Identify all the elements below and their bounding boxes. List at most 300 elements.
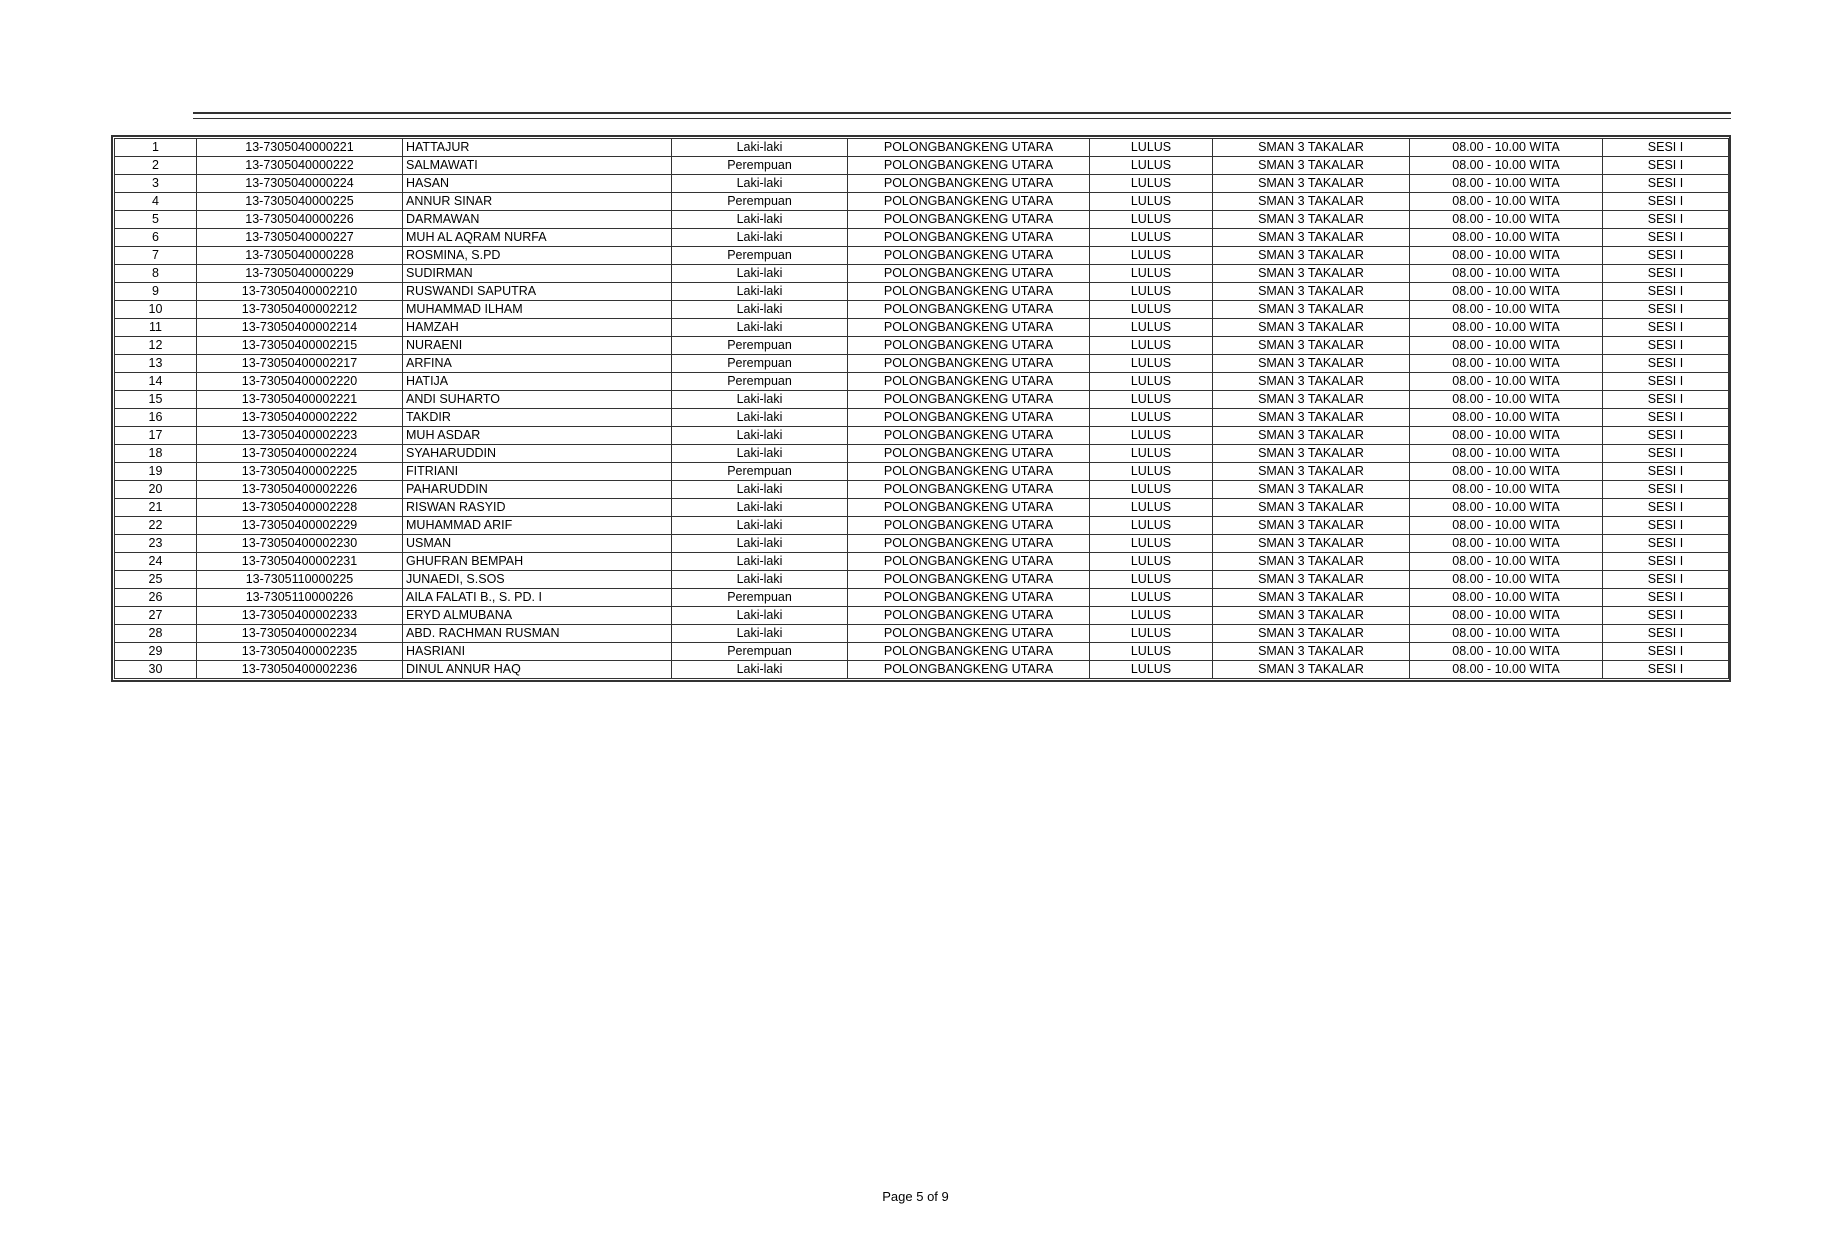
- participant-id-cell: 13-73050400002236: [197, 661, 403, 679]
- status-cell: LULUS: [1090, 391, 1213, 409]
- district-cell: POLONGBANGKENG UTARA: [848, 175, 1090, 193]
- participant-id-cell: 13-73050400002230: [197, 535, 403, 553]
- participant-name-cell: USMAN: [403, 535, 672, 553]
- time-cell: 08.00 - 10.00 WITA: [1410, 589, 1603, 607]
- participant-name-cell: AILA FALATI B., S. PD. I: [403, 589, 672, 607]
- time-cell: 08.00 - 10.00 WITA: [1410, 499, 1603, 517]
- time-cell: 08.00 - 10.00 WITA: [1410, 283, 1603, 301]
- session-cell: SESI I: [1603, 409, 1729, 427]
- gender-cell: Laki-laki: [672, 229, 848, 247]
- district-cell: POLONGBANGKENG UTARA: [848, 463, 1090, 481]
- participant-name-cell: ANDI SUHARTO: [403, 391, 672, 409]
- district-cell: POLONGBANGKENG UTARA: [848, 373, 1090, 391]
- table-row: [115, 247, 1729, 265]
- status-cell: LULUS: [1090, 625, 1213, 643]
- session-cell: SESI I: [1603, 499, 1729, 517]
- school-cell: SMAN 3 TAKALAR: [1213, 463, 1410, 481]
- table-row: [115, 265, 1729, 283]
- time-cell: 08.00 - 10.00 WITA: [1410, 427, 1603, 445]
- participant-name-cell: GHUFRAN BEMPAH: [403, 553, 672, 571]
- session-cell: SESI I: [1603, 535, 1729, 553]
- gender-cell: Perempuan: [672, 373, 848, 391]
- status-cell: LULUS: [1090, 445, 1213, 463]
- participant-name-cell: ABD. RACHMAN RUSMAN: [403, 625, 672, 643]
- gender-cell: Laki-laki: [672, 661, 848, 679]
- status-cell: LULUS: [1090, 409, 1213, 427]
- time-cell: 08.00 - 10.00 WITA: [1410, 409, 1603, 427]
- session-cell: SESI I: [1603, 625, 1729, 643]
- table-row: [115, 553, 1729, 571]
- status-cell: LULUS: [1090, 481, 1213, 499]
- row-number-cell: 24: [115, 553, 197, 571]
- participant-id-cell: 13-73050400002231: [197, 553, 403, 571]
- participant-name-cell: SUDIRMAN: [403, 265, 672, 283]
- district-cell: POLONGBANGKENG UTARA: [848, 427, 1090, 445]
- table-row: [115, 391, 1729, 409]
- participant-id-cell: 13-7305040000221: [197, 139, 403, 157]
- district-cell: POLONGBANGKENG UTARA: [848, 517, 1090, 535]
- table-row: [115, 535, 1729, 553]
- status-cell: LULUS: [1090, 301, 1213, 319]
- time-cell: 08.00 - 10.00 WITA: [1410, 301, 1603, 319]
- participant-name-cell: HATTAJUR: [403, 139, 672, 157]
- school-cell: SMAN 3 TAKALAR: [1213, 193, 1410, 211]
- status-cell: LULUS: [1090, 319, 1213, 337]
- participant-id-cell: 13-73050400002217: [197, 355, 403, 373]
- row-number-cell: 8: [115, 265, 197, 283]
- district-cell: POLONGBANGKENG UTARA: [848, 661, 1090, 679]
- gender-cell: Perempuan: [672, 157, 848, 175]
- school-cell: SMAN 3 TAKALAR: [1213, 229, 1410, 247]
- row-number-cell: 2: [115, 157, 197, 175]
- gender-cell: Perempuan: [672, 193, 848, 211]
- time-cell: 08.00 - 10.00 WITA: [1410, 553, 1603, 571]
- session-cell: SESI I: [1603, 607, 1729, 625]
- time-cell: 08.00 - 10.00 WITA: [1410, 139, 1603, 157]
- session-cell: SESI I: [1603, 571, 1729, 589]
- row-number-cell: 16: [115, 409, 197, 427]
- time-cell: 08.00 - 10.00 WITA: [1410, 193, 1603, 211]
- status-cell: LULUS: [1090, 139, 1213, 157]
- gender-cell: Laki-laki: [672, 517, 848, 535]
- school-cell: SMAN 3 TAKALAR: [1213, 265, 1410, 283]
- district-cell: POLONGBANGKENG UTARA: [848, 157, 1090, 175]
- participant-id-cell: 13-73050400002215: [197, 337, 403, 355]
- time-cell: 08.00 - 10.00 WITA: [1410, 535, 1603, 553]
- gender-cell: Laki-laki: [672, 445, 848, 463]
- time-cell: 08.00 - 10.00 WITA: [1410, 463, 1603, 481]
- status-cell: LULUS: [1090, 571, 1213, 589]
- status-cell: LULUS: [1090, 643, 1213, 661]
- participant-name-cell: MUHAMMAD ARIF: [403, 517, 672, 535]
- participant-id-cell: 13-7305040000224: [197, 175, 403, 193]
- row-number-cell: 14: [115, 373, 197, 391]
- row-number-cell: 17: [115, 427, 197, 445]
- district-cell: POLONGBANGKENG UTARA: [848, 643, 1090, 661]
- participant-name-cell: ARFINA: [403, 355, 672, 373]
- participant-id-cell: 13-7305040000228: [197, 247, 403, 265]
- school-cell: SMAN 3 TAKALAR: [1213, 319, 1410, 337]
- table-row: [115, 283, 1729, 301]
- school-cell: SMAN 3 TAKALAR: [1213, 157, 1410, 175]
- district-cell: POLONGBANGKENG UTARA: [848, 391, 1090, 409]
- district-cell: POLONGBANGKENG UTARA: [848, 337, 1090, 355]
- participant-id-cell: 13-7305110000225: [197, 571, 403, 589]
- school-cell: SMAN 3 TAKALAR: [1213, 445, 1410, 463]
- participant-name-cell: HATIJA: [403, 373, 672, 391]
- participant-name-cell: TAKDIR: [403, 409, 672, 427]
- participant-table: [114, 138, 1729, 679]
- table-row: [115, 229, 1729, 247]
- participant-id-cell: 13-73050400002235: [197, 643, 403, 661]
- gender-cell: Laki-laki: [672, 175, 848, 193]
- district-cell: POLONGBANGKENG UTARA: [848, 211, 1090, 229]
- school-cell: SMAN 3 TAKALAR: [1213, 355, 1410, 373]
- time-cell: 08.00 - 10.00 WITA: [1410, 607, 1603, 625]
- time-cell: 08.00 - 10.00 WITA: [1410, 517, 1603, 535]
- status-cell: LULUS: [1090, 589, 1213, 607]
- session-cell: SESI I: [1603, 265, 1729, 283]
- district-cell: POLONGBANGKENG UTARA: [848, 589, 1090, 607]
- gender-cell: Perempuan: [672, 643, 848, 661]
- session-cell: SESI I: [1603, 481, 1729, 499]
- participant-id-cell: 13-73050400002224: [197, 445, 403, 463]
- school-cell: SMAN 3 TAKALAR: [1213, 607, 1410, 625]
- session-cell: SESI I: [1603, 643, 1729, 661]
- school-cell: SMAN 3 TAKALAR: [1213, 211, 1410, 229]
- session-cell: SESI I: [1603, 589, 1729, 607]
- time-cell: 08.00 - 10.00 WITA: [1410, 319, 1603, 337]
- gender-cell: Laki-laki: [672, 571, 848, 589]
- row-number-cell: 22: [115, 517, 197, 535]
- district-cell: POLONGBANGKENG UTARA: [848, 445, 1090, 463]
- time-cell: 08.00 - 10.00 WITA: [1410, 265, 1603, 283]
- participant-id-cell: 13-7305040000229: [197, 265, 403, 283]
- status-cell: LULUS: [1090, 283, 1213, 301]
- session-cell: SESI I: [1603, 427, 1729, 445]
- row-number-cell: 28: [115, 625, 197, 643]
- school-cell: SMAN 3 TAKALAR: [1213, 283, 1410, 301]
- row-number-cell: 9: [115, 283, 197, 301]
- time-cell: 08.00 - 10.00 WITA: [1410, 229, 1603, 247]
- session-cell: SESI I: [1603, 391, 1729, 409]
- status-cell: LULUS: [1090, 517, 1213, 535]
- school-cell: SMAN 3 TAKALAR: [1213, 625, 1410, 643]
- district-cell: POLONGBANGKENG UTARA: [848, 301, 1090, 319]
- district-cell: POLONGBANGKENG UTARA: [848, 571, 1090, 589]
- district-cell: POLONGBANGKENG UTARA: [848, 139, 1090, 157]
- table-row: [115, 211, 1729, 229]
- time-cell: 08.00 - 10.00 WITA: [1410, 211, 1603, 229]
- session-cell: SESI I: [1603, 373, 1729, 391]
- time-cell: 08.00 - 10.00 WITA: [1410, 445, 1603, 463]
- session-cell: SESI I: [1603, 157, 1729, 175]
- participant-id-cell: 13-73050400002221: [197, 391, 403, 409]
- session-cell: SESI I: [1603, 445, 1729, 463]
- status-cell: LULUS: [1090, 193, 1213, 211]
- school-cell: SMAN 3 TAKALAR: [1213, 499, 1410, 517]
- time-cell: 08.00 - 10.00 WITA: [1410, 337, 1603, 355]
- session-cell: SESI I: [1603, 463, 1729, 481]
- school-cell: SMAN 3 TAKALAR: [1213, 175, 1410, 193]
- table-row: [115, 571, 1729, 589]
- participant-name-cell: MUH ASDAR: [403, 427, 672, 445]
- district-cell: POLONGBANGKENG UTARA: [848, 535, 1090, 553]
- table-row: [115, 193, 1729, 211]
- district-cell: POLONGBANGKENG UTARA: [848, 409, 1090, 427]
- session-cell: SESI I: [1603, 283, 1729, 301]
- row-number-cell: 23: [115, 535, 197, 553]
- time-cell: 08.00 - 10.00 WITA: [1410, 571, 1603, 589]
- school-cell: SMAN 3 TAKALAR: [1213, 481, 1410, 499]
- row-number-cell: 19: [115, 463, 197, 481]
- time-cell: 08.00 - 10.00 WITA: [1410, 661, 1603, 679]
- participant-id-cell: 13-7305040000222: [197, 157, 403, 175]
- district-cell: POLONGBANGKENG UTARA: [848, 193, 1090, 211]
- district-cell: POLONGBANGKENG UTARA: [848, 607, 1090, 625]
- participant-id-cell: 13-73050400002225: [197, 463, 403, 481]
- participant-name-cell: SALMAWATI: [403, 157, 672, 175]
- status-cell: LULUS: [1090, 157, 1213, 175]
- table-row: [115, 445, 1729, 463]
- district-cell: POLONGBANGKENG UTARA: [848, 355, 1090, 373]
- table-row: [115, 517, 1729, 535]
- gender-cell: Laki-laki: [672, 265, 848, 283]
- school-cell: SMAN 3 TAKALAR: [1213, 661, 1410, 679]
- time-cell: 08.00 - 10.00 WITA: [1410, 643, 1603, 661]
- row-number-cell: 20: [115, 481, 197, 499]
- time-cell: 08.00 - 10.00 WITA: [1410, 247, 1603, 265]
- participant-name-cell: SYAHARUDDIN: [403, 445, 672, 463]
- table-row: [115, 301, 1729, 319]
- participant-name-cell: RUSWANDI SAPUTRA: [403, 283, 672, 301]
- time-cell: 08.00 - 10.00 WITA: [1410, 355, 1603, 373]
- row-number-cell: 11: [115, 319, 197, 337]
- table-row: [115, 355, 1729, 373]
- school-cell: SMAN 3 TAKALAR: [1213, 139, 1410, 157]
- session-cell: SESI I: [1603, 301, 1729, 319]
- table-row: [115, 175, 1729, 193]
- participant-id-cell: 13-73050400002233: [197, 607, 403, 625]
- row-number-cell: 26: [115, 589, 197, 607]
- row-number-cell: 3: [115, 175, 197, 193]
- table-row: [115, 481, 1729, 499]
- participant-id-cell: 13-73050400002229: [197, 517, 403, 535]
- session-cell: SESI I: [1603, 193, 1729, 211]
- gender-cell: Laki-laki: [672, 139, 848, 157]
- row-number-cell: 25: [115, 571, 197, 589]
- row-number-cell: 29: [115, 643, 197, 661]
- participant-id-cell: 13-7305040000227: [197, 229, 403, 247]
- gender-cell: Perempuan: [672, 337, 848, 355]
- school-cell: SMAN 3 TAKALAR: [1213, 553, 1410, 571]
- participant-name-cell: PAHARUDDIN: [403, 481, 672, 499]
- row-number-cell: 21: [115, 499, 197, 517]
- school-cell: SMAN 3 TAKALAR: [1213, 247, 1410, 265]
- time-cell: 08.00 - 10.00 WITA: [1410, 373, 1603, 391]
- session-cell: SESI I: [1603, 355, 1729, 373]
- status-cell: LULUS: [1090, 337, 1213, 355]
- school-cell: SMAN 3 TAKALAR: [1213, 571, 1410, 589]
- table-row: [115, 643, 1729, 661]
- status-cell: LULUS: [1090, 499, 1213, 517]
- district-cell: POLONGBANGKENG UTARA: [848, 283, 1090, 301]
- participant-name-cell: ROSMINA, S.PD: [403, 247, 672, 265]
- district-cell: POLONGBANGKENG UTARA: [848, 481, 1090, 499]
- participant-id-cell: 13-73050400002234: [197, 625, 403, 643]
- page-number: Page 5 of 9: [882, 1189, 949, 1204]
- status-cell: LULUS: [1090, 355, 1213, 373]
- row-number-cell: 5: [115, 211, 197, 229]
- school-cell: SMAN 3 TAKALAR: [1213, 643, 1410, 661]
- participant-id-cell: 13-73050400002228: [197, 499, 403, 517]
- district-cell: POLONGBANGKENG UTARA: [848, 319, 1090, 337]
- table-row: [115, 661, 1729, 679]
- district-cell: POLONGBANGKENG UTARA: [848, 499, 1090, 517]
- participant-name-cell: RISWAN RASYID: [403, 499, 672, 517]
- participant-id-cell: 13-7305040000225: [197, 193, 403, 211]
- school-cell: SMAN 3 TAKALAR: [1213, 391, 1410, 409]
- session-cell: SESI I: [1603, 517, 1729, 535]
- gender-cell: Laki-laki: [672, 409, 848, 427]
- participant-name-cell: NURAENI: [403, 337, 672, 355]
- row-number-cell: 30: [115, 661, 197, 679]
- participant-name-cell: ANNUR SINAR: [403, 193, 672, 211]
- participant-id-cell: 13-73050400002226: [197, 481, 403, 499]
- status-cell: LULUS: [1090, 265, 1213, 283]
- session-cell: SESI I: [1603, 139, 1729, 157]
- gender-cell: Laki-laki: [672, 301, 848, 319]
- table-row: [115, 625, 1729, 643]
- district-cell: POLONGBANGKENG UTARA: [848, 265, 1090, 283]
- participant-name-cell: FITRIANI: [403, 463, 672, 481]
- row-number-cell: 12: [115, 337, 197, 355]
- gender-cell: Laki-laki: [672, 499, 848, 517]
- row-number-cell: 6: [115, 229, 197, 247]
- school-cell: SMAN 3 TAKALAR: [1213, 517, 1410, 535]
- session-cell: SESI I: [1603, 211, 1729, 229]
- district-cell: POLONGBANGKENG UTARA: [848, 553, 1090, 571]
- status-cell: LULUS: [1090, 211, 1213, 229]
- session-cell: SESI I: [1603, 229, 1729, 247]
- gender-cell: Laki-laki: [672, 625, 848, 643]
- gender-cell: Laki-laki: [672, 553, 848, 571]
- time-cell: 08.00 - 10.00 WITA: [1410, 481, 1603, 499]
- gender-cell: Perempuan: [672, 463, 848, 481]
- gender-cell: Laki-laki: [672, 427, 848, 445]
- school-cell: SMAN 3 TAKALAR: [1213, 301, 1410, 319]
- session-cell: SESI I: [1603, 337, 1729, 355]
- status-cell: LULUS: [1090, 553, 1213, 571]
- gender-cell: Laki-laki: [672, 535, 848, 553]
- gender-cell: Perempuan: [672, 355, 848, 373]
- status-cell: LULUS: [1090, 247, 1213, 265]
- participant-name-cell: JUNAEDI, S.SOS: [403, 571, 672, 589]
- gender-cell: Laki-laki: [672, 607, 848, 625]
- gender-cell: Laki-laki: [672, 211, 848, 229]
- table-row: [115, 337, 1729, 355]
- participant-id-cell: 13-73050400002223: [197, 427, 403, 445]
- session-cell: SESI I: [1603, 175, 1729, 193]
- school-cell: SMAN 3 TAKALAR: [1213, 337, 1410, 355]
- school-cell: SMAN 3 TAKALAR: [1213, 409, 1410, 427]
- gender-cell: Laki-laki: [672, 283, 848, 301]
- time-cell: 08.00 - 10.00 WITA: [1410, 391, 1603, 409]
- gender-cell: Laki-laki: [672, 391, 848, 409]
- row-number-cell: 13: [115, 355, 197, 373]
- row-number-cell: 15: [115, 391, 197, 409]
- status-cell: LULUS: [1090, 373, 1213, 391]
- table-row: [115, 427, 1729, 445]
- session-cell: SESI I: [1603, 553, 1729, 571]
- row-number-cell: 10: [115, 301, 197, 319]
- status-cell: LULUS: [1090, 427, 1213, 445]
- status-cell: LULUS: [1090, 229, 1213, 247]
- row-number-cell: 7: [115, 247, 197, 265]
- row-number-cell: 18: [115, 445, 197, 463]
- participant-table-body: [115, 139, 1729, 679]
- gender-cell: Perempuan: [672, 589, 848, 607]
- participant-name-cell: MUHAMMAD ILHAM: [403, 301, 672, 319]
- district-cell: POLONGBANGKENG UTARA: [848, 247, 1090, 265]
- participant-id-cell: 13-73050400002212: [197, 301, 403, 319]
- table-row: [115, 373, 1729, 391]
- participant-name-cell: DINUL ANNUR HAQ: [403, 661, 672, 679]
- district-cell: POLONGBANGKENG UTARA: [848, 229, 1090, 247]
- table-row: [115, 139, 1729, 157]
- table-row: [115, 409, 1729, 427]
- participant-name-cell: HASRIANI: [403, 643, 672, 661]
- participant-name-cell: MUH AL AQRAM NURFA: [403, 229, 672, 247]
- participant-name-cell: HASAN: [403, 175, 672, 193]
- row-number-cell: 27: [115, 607, 197, 625]
- school-cell: SMAN 3 TAKALAR: [1213, 589, 1410, 607]
- district-cell: POLONGBANGKENG UTARA: [848, 625, 1090, 643]
- status-cell: LULUS: [1090, 535, 1213, 553]
- row-number-cell: 4: [115, 193, 197, 211]
- table-row: [115, 499, 1729, 517]
- participant-id-cell: 13-7305110000226: [197, 589, 403, 607]
- participant-name-cell: HAMZAH: [403, 319, 672, 337]
- school-cell: SMAN 3 TAKALAR: [1213, 535, 1410, 553]
- session-cell: SESI I: [1603, 247, 1729, 265]
- session-cell: SESI I: [1603, 661, 1729, 679]
- table-row: [115, 157, 1729, 175]
- gender-cell: Laki-laki: [672, 481, 848, 499]
- participant-table-frame: [111, 135, 1731, 682]
- participant-id-cell: 13-73050400002222: [197, 409, 403, 427]
- participant-id-cell: 13-7305040000226: [197, 211, 403, 229]
- status-cell: LULUS: [1090, 175, 1213, 193]
- gender-cell: Laki-laki: [672, 319, 848, 337]
- status-cell: LULUS: [1090, 463, 1213, 481]
- status-cell: LULUS: [1090, 661, 1213, 679]
- participant-name-cell: ERYD ALMUBANA: [403, 607, 672, 625]
- status-cell: LULUS: [1090, 607, 1213, 625]
- time-cell: 08.00 - 10.00 WITA: [1410, 175, 1603, 193]
- table-row: [115, 589, 1729, 607]
- participant-id-cell: 13-73050400002220: [197, 373, 403, 391]
- participant-id-cell: 13-73050400002210: [197, 283, 403, 301]
- time-cell: 08.00 - 10.00 WITA: [1410, 625, 1603, 643]
- table-row: [115, 319, 1729, 337]
- session-cell: SESI I: [1603, 319, 1729, 337]
- header-rule: [193, 112, 1731, 119]
- table-row: [115, 607, 1729, 625]
- row-number-cell: 1: [115, 139, 197, 157]
- time-cell: 08.00 - 10.00 WITA: [1410, 157, 1603, 175]
- participant-id-cell: 13-73050400002214: [197, 319, 403, 337]
